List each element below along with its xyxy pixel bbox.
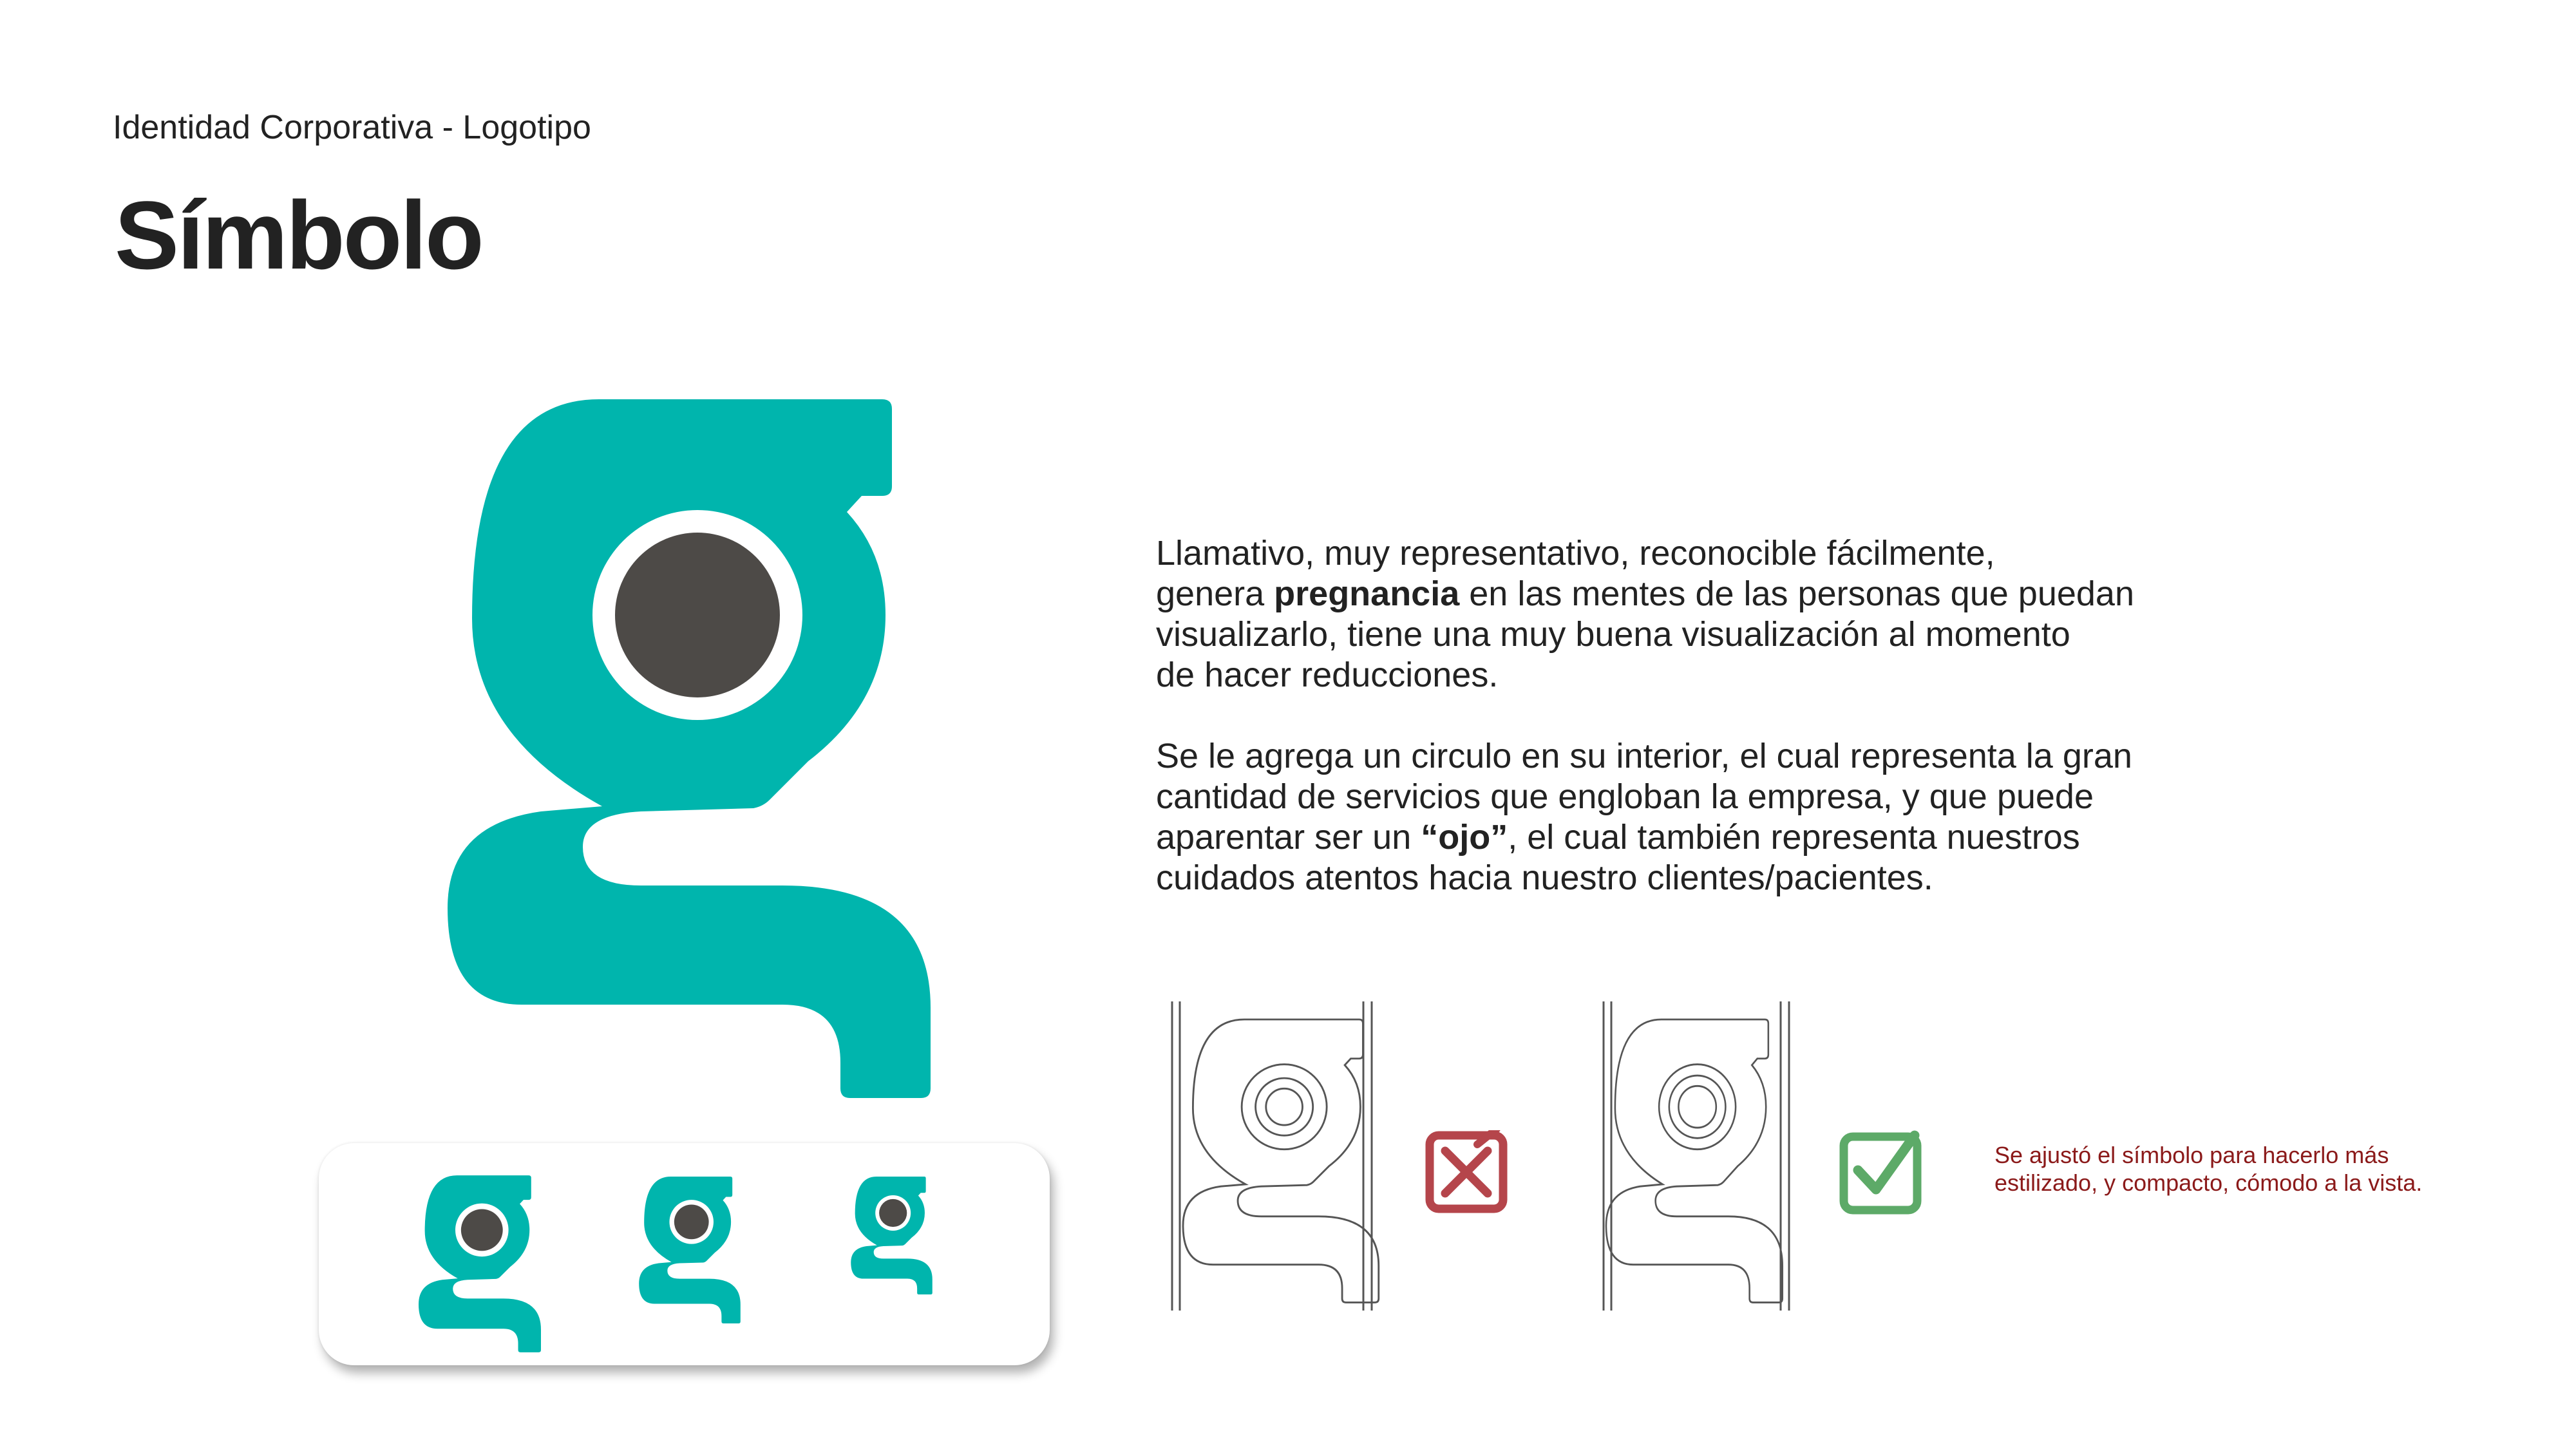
- page-title: Símbolo: [115, 181, 482, 289]
- check-mark-icon: [1839, 1130, 1922, 1214]
- g-symbol-main: [448, 399, 931, 1098]
- g-symbol-medium: [639, 1177, 741, 1323]
- description-paragraph-1: Llamativo, muy representativo, reconocible fácilmente, genera pregnancia en las mentes de las personas que puedan visualizarlo, tiene una muy buena visualización al momento de hacer reducciones.: [1156, 534, 2134, 694]
- symbol-variants-card: [319, 1143, 1050, 1365]
- adjustment-note: Se ajustó el símbolo para hacerlo más estilizado, y compacto, cómodo a la vista.: [1994, 1142, 2423, 1196]
- symbol-outline-after: [1598, 1001, 1856, 1311]
- g-symbol-large: [419, 1175, 541, 1352]
- symbol-outline-before: [1167, 1001, 1425, 1311]
- g-symbol-small: [851, 1177, 933, 1294]
- x-mark-icon: [1425, 1130, 1508, 1214]
- subtitle: Identidad Corporativa - Logotipo: [113, 109, 591, 146]
- description-paragraph-2: Se le agrega un circulo en su interior, el cual representa la gran cantidad de servicios que engloban la empresa, y que puede aparentar ser un “ojo”, el cual también representa nuestros cuidados atentos hacia nuestro clientes/pacientes.: [1156, 737, 2132, 897]
- symbol-description: [1156, 533, 2264, 939]
